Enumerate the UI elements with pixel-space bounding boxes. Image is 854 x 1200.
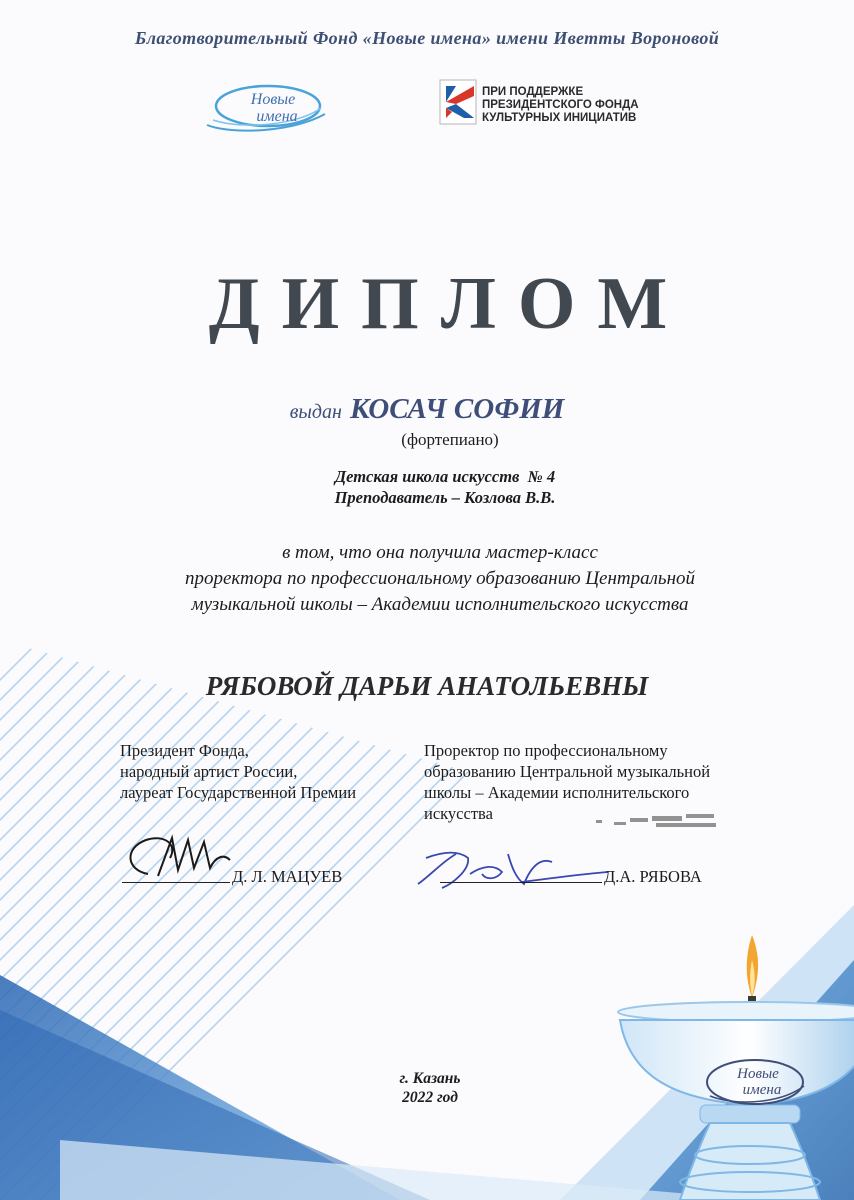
place-and-date	[330, 1069, 530, 1107]
diploma-body	[90, 540, 790, 618]
signatory-title-line: школы – Академии исполнительского	[424, 783, 690, 802]
new-names-logo-small	[700, 1052, 810, 1112]
left-signatory-titles	[120, 740, 356, 803]
stamp-smudge	[596, 810, 726, 834]
body-line: музыкальной школы – Академии исполнительского искусства	[191, 594, 689, 615]
logo-word-1: Новые	[737, 1066, 779, 1082]
logo-word-2: имена	[256, 108, 298, 125]
signatory-title-line: образованию Центральной музыкальной	[424, 762, 711, 781]
signatory-title-line: лауреат Государственной Премии	[120, 783, 357, 802]
city: г. Казань	[399, 1070, 461, 1087]
teacher-line: Преподаватель – Козлова В.В.	[334, 488, 556, 507]
recipient-name: КОСАЧ СОФИИ	[349, 393, 565, 425]
signatory-title-line: Президент Фонда,	[120, 741, 249, 760]
logo-word-1: Новые	[250, 91, 296, 108]
support-line: ПРЕЗИДЕНТСКОГО ФОНДА	[482, 99, 639, 111]
signatory-title-line: искусства	[424, 804, 493, 823]
issued-word: выдан	[289, 401, 342, 423]
school-block	[230, 466, 660, 508]
presidential-fund-caption	[482, 86, 639, 125]
diploma-title: ДИПЛОМ	[208, 263, 690, 345]
instrument: (фортепиано)	[401, 430, 499, 449]
left-signature-line	[122, 882, 230, 883]
body-line: проректора по профессиональному образованию Центральной	[184, 568, 695, 589]
right-signatory-name: Д.А. РЯБОВА	[604, 867, 702, 886]
signatory-title-line: народный артист России,	[120, 762, 298, 781]
right-signature	[412, 844, 612, 896]
year: 2022 год	[402, 1089, 458, 1106]
right-signature-line	[440, 882, 602, 883]
new-names-logo	[203, 80, 328, 135]
body-line: в том, что она получила мастер-класс	[282, 542, 598, 563]
logo-word-2: имена	[742, 1082, 782, 1098]
school-name: Детская школа искусств № 4	[334, 467, 556, 486]
support-line: КУЛЬТУРНЫХ ИНИЦИАТИВ	[482, 112, 637, 124]
foundation-name: Благотворительный Фонд «Новые имена» имени Иветты Вороновой	[134, 28, 720, 48]
presidential-fund-logo	[438, 78, 478, 126]
left-signature	[118, 826, 238, 890]
support-line: ПРИ ПОДДЕРЖКЕ	[482, 86, 584, 98]
signatory-title-line: Проректор по профессиональному	[424, 741, 668, 760]
left-signatory-name: Д. Л. МАЦУЕВ	[232, 867, 343, 886]
recipient-block	[0, 393, 854, 426]
master-class-teacher: РЯБОВОЙ ДАРЬИ АНАТОЛЬЕВНЫ	[205, 671, 649, 701]
